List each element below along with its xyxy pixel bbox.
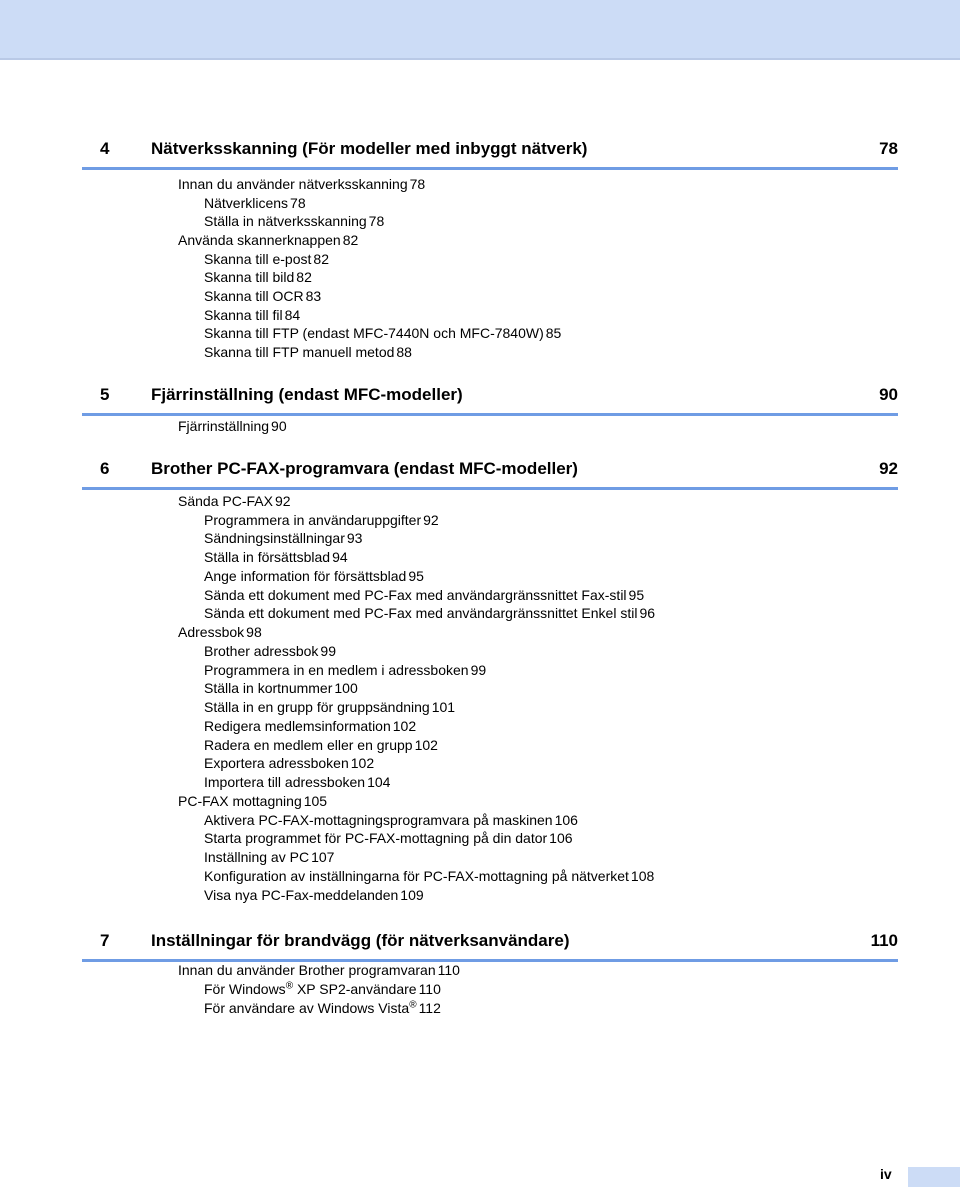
toc-entry-title: Skanna till FTP manuell metod [204,344,395,360]
toc-entry-page: 110 [418,981,441,997]
toc-entry-page: 98 [246,624,262,640]
toc-entry-title: Inställning av PC [204,849,310,865]
toc-entry-title: Redigera medlemsinformation [204,718,391,734]
registered-mark: ® [285,980,294,992]
toc-entry-title: Skanna till OCR [204,288,304,304]
toc-entry-page: 92 [423,512,439,528]
registered-mark: ® [409,999,417,1011]
toc-entry-title: Importera till adressboken [204,774,366,790]
toc-entry-title: Programmera in användaruppgifter [204,512,422,528]
chapter-page: 78 [879,139,898,158]
chapter-title: Inställningar för brandvägg (för nätverksanvändare) [151,931,570,950]
toc-entry-page: 106 [554,812,578,828]
toc-entry-page: 88 [396,344,412,360]
chapter-heading-6 [82,457,898,493]
chapter-number: 5 [100,385,110,404]
chapter-heading-5 [82,383,898,419]
toc-entry-title: Skanna till bild [204,269,295,285]
toc-entry-title: För användare av Windows Vista® [204,999,417,1016]
chapter-rule [82,413,898,416]
chapter-number: 4 [100,139,110,158]
toc-entry-title: Starta programmet för PC-FAX-mottagning på din dator [204,830,548,846]
toc-entry-title: Adressbok [178,624,245,640]
toc-entry-page: 112 [418,1000,441,1016]
toc-entry-page: 102 [350,755,375,771]
toc-entry-title: Aktivera PC-FAX-mottagningsprogramvara på maskinen [204,812,553,828]
toc-entry-page: 107 [311,849,335,865]
toc-entry-title: Konfiguration av inställningarna för PC-FAX-mottagning på nätverket [204,868,629,884]
chapter-page: 110 [870,931,898,950]
toc-entry-page: 78 [368,213,385,229]
chapter-page: 90 [879,385,898,404]
toc-entry-page: 82 [342,232,359,248]
chapter-heading-4 [82,137,898,173]
toc-entry-page: 109 [400,887,424,903]
page-number-tab [908,1167,960,1187]
toc-entry-page: 104 [367,774,391,790]
toc-entry-title: Använda skannerknappen [178,232,341,248]
toc-entry-page: 102 [392,718,417,734]
toc-entry-page: 105 [303,793,328,809]
toc-entry-title: Exportera adressboken [204,755,349,771]
toc-entry-page: 78 [409,176,426,192]
toc-entry-page: 84 [284,307,301,323]
toc-entry-title: Skanna till FTP (endast MFC-7440N och MFC-7840W) [204,325,544,341]
toc-entry-title: Radera en medlem eller en grupp [204,737,413,753]
toc-entry-title: Innan du använder nätverksskanning [178,176,408,192]
toc-entry-page: 99 [320,643,336,659]
toc-entry-title: Brother adressbok [204,643,319,659]
toc-entry-title: Ange information för försättsblad [204,568,407,584]
chapter-number: 6 [100,459,110,478]
toc-entry-page: 102 [414,737,438,753]
toc-entry-page: 108 [630,868,655,884]
header-rule [0,58,960,60]
toc-entry-title: Skanna till e-post [204,251,312,267]
toc-entry-title: Ställa in försättsblad [204,549,331,565]
toc-entry-page: 93 [346,530,363,546]
toc-entry-title: Ställa in en grupp för gruppsändning [204,699,430,715]
chapter-page: 92 [879,459,898,478]
toc-entry-page: 95 [628,587,645,603]
chapter-rule [82,487,898,490]
toc-entry-title: Sändningsinställningar [204,530,345,546]
toc-entry-page: 82 [296,269,312,285]
toc-entry-page: 106 [549,830,573,846]
toc-entry-title: Sända ett dokument med PC-Fax med användargränssnittet Fax-stil [204,587,627,603]
toc-entry-title: Sända ett dokument med PC-Fax med användargränssnittet Enkel stil [204,605,638,621]
chapter-heading-7 [82,929,898,965]
toc-entry-page: 82 [313,251,329,267]
toc-entry-page: 83 [305,288,322,304]
toc-entry-title: Visa nya PC-Fax-meddelanden [204,887,399,903]
toc-entry-title: Innan du använder Brother programvaran [178,962,436,978]
toc-entry-page: 96 [639,605,656,621]
toc-entry-title: Ställa in kortnummer [204,680,333,696]
toc-entry-title: Fjärrinställning [178,418,270,434]
header-band [0,0,960,58]
toc-entry-page: 78 [290,195,306,211]
toc-entry-title: Sända PC-FAX [178,493,273,509]
toc-entry-page: 99 [470,662,487,678]
chapter-title: Fjärrinställning (endast MFC-modeller) [151,385,463,404]
chapter-title: Nätverksskanning (För modeller med inbyggt nätverk) [151,139,588,158]
chapter-rule [82,167,898,170]
chapter-number: 7 [100,931,110,950]
toc-entry-title: Programmera in en medlem i adressboken [204,662,469,678]
toc-entry-page: 101 [431,699,456,715]
toc-entry-page: 90 [271,418,287,434]
toc-entry-page: 94 [332,549,348,565]
toc-entry-page: 95 [408,568,424,584]
toc-entry-title: PC-FAX mottagning [178,793,302,809]
toc-entry-title: För Windows® XP SP2-användare [204,980,417,997]
chapter-title: Brother PC-FAX-programvara (endast MFC-modeller) [151,459,578,478]
toc-entry-page: 92 [274,493,291,509]
page-number: iv [880,1166,892,1182]
toc-entry-title: Ställa in nätverksskanning [204,213,367,229]
toc-entry-title: Skanna till fil [204,307,283,323]
toc-entry-title: Nätverklicens [204,195,289,211]
toc-entry-page: 85 [545,325,562,341]
toc-entry-page: 110 [437,962,460,978]
toc-entry-page: 100 [334,680,358,696]
